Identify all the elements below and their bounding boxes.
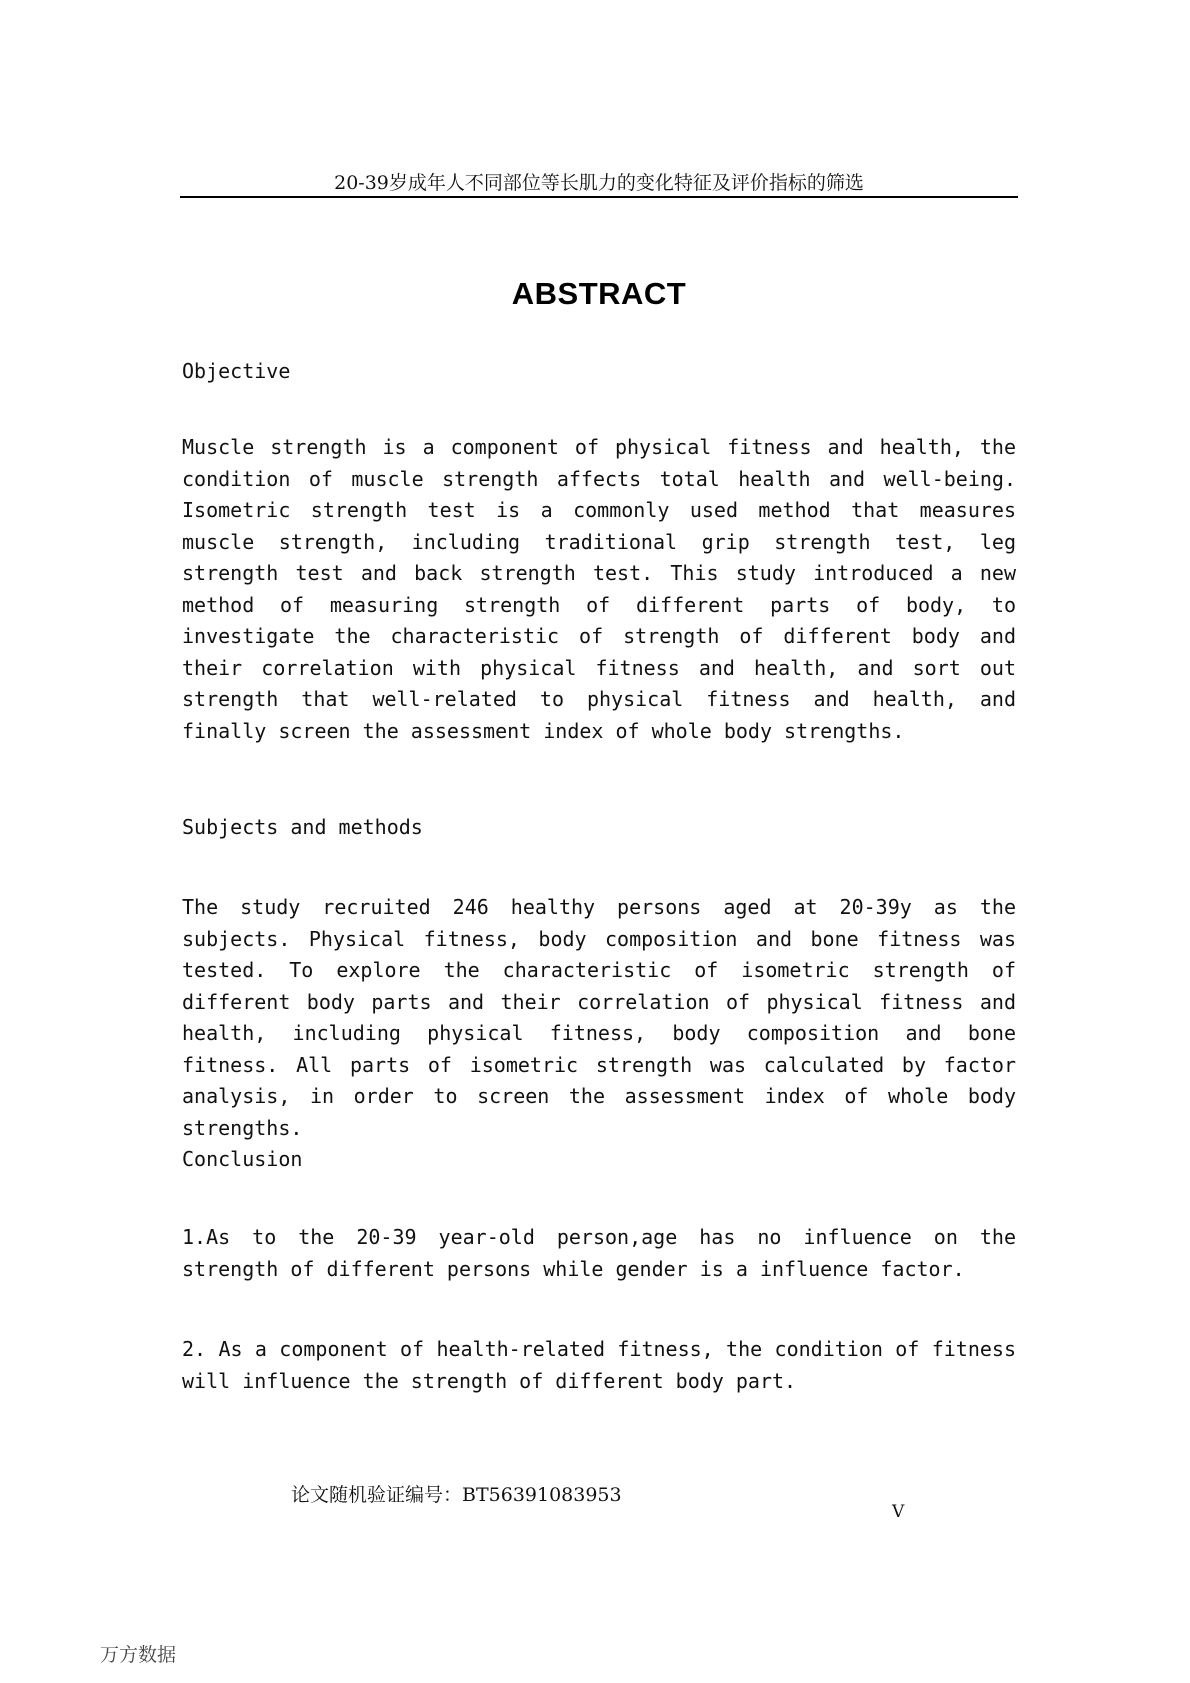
page-number: V [892, 1502, 905, 1522]
objective-heading: Objective [182, 359, 291, 383]
methods-heading: Subjects and methods [182, 815, 423, 839]
conclusion-item-1: 1.As to the 20-39 year-old person,age has no influence on the strength of different persons while gender is a influence factor. [182, 1225, 1016, 1281]
abstract-title: ABSTRACT [511, 276, 687, 311]
objective-paragraph: Muscle strength is a component of physical fitness and health, the condition of muscle strength affects total health and well-being. Isometric strength test is a commonly used method that measures muscle strength, including traditional grip strength test, leg strength test and back strength test. This study introduced a new method of measuring strength of different parts of body, to investigate the characteristic of strength of different body and their correlation with physical fitness and health, and sort out strength that well-related to physical fitness and health, and finally screen the assessment index of whole body strengths. [182, 435, 1016, 743]
header-divider [180, 196, 1018, 198]
conclusion-item-2: 2. As a component of health-related fitness, the condition of fitness will influence the strength of different body part. [182, 1337, 1016, 1393]
conclusion-heading: Conclusion [182, 1147, 303, 1171]
methods-paragraph: The study recruited 246 healthy persons aged at 20-39y as the subjects. Physical fitness, body composition and bone fitness was tested. To explore the characteristic of isometric strength of different body parts and their correlation of physical fitness and health, including physical fitness, body composition and bone fitness. All parts of isometric strength was calculated by factor analysis, in order to screen the assessment index of whole body strengths. [182, 895, 1016, 1140]
running-header: 20-39岁成年人不同部位等长肌力的变化特征及评价指标的筛选 [334, 172, 864, 194]
source-watermark: 万方数据 [100, 1644, 177, 1666]
verification-number: 论文随机验证编号：BT56391083953 [291, 1484, 622, 1506]
